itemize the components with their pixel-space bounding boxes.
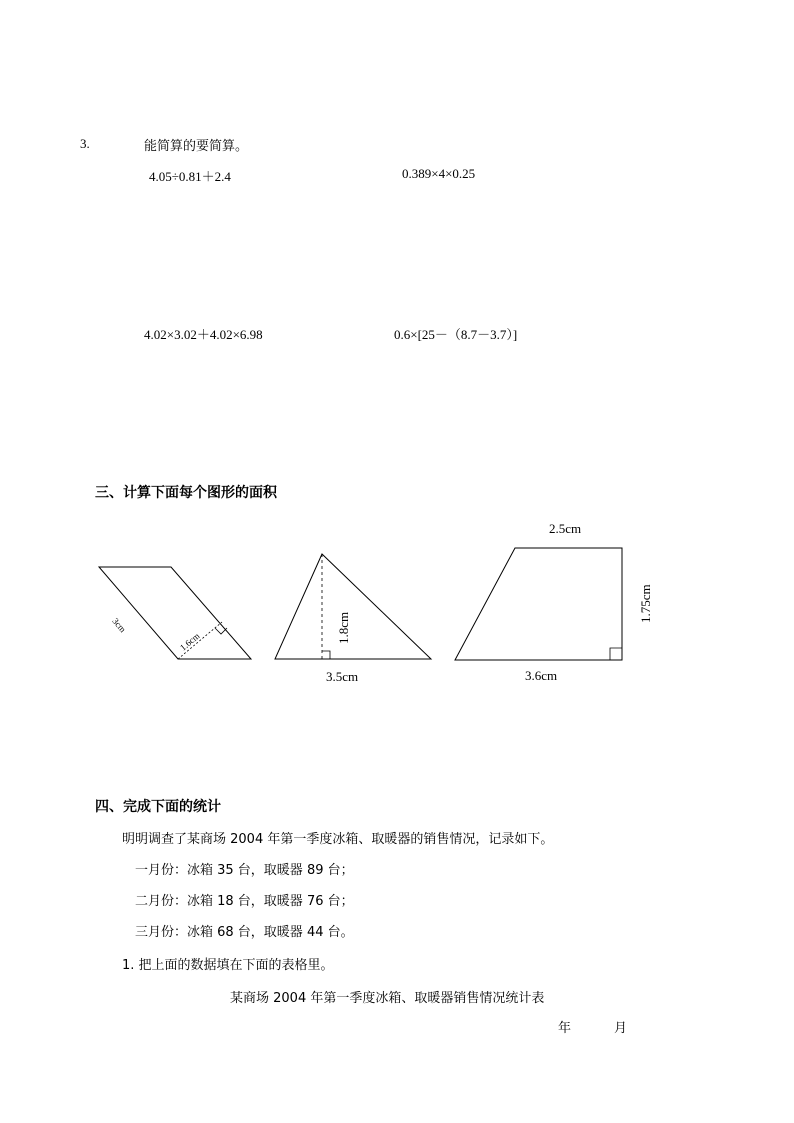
record-february: 二月份：冰箱 18 台，取暖器 76 台； (135, 894, 354, 909)
trapezoid-figure (455, 548, 622, 660)
date-month: 月 (614, 1021, 628, 1036)
triangle-base-label: 3.5cm (326, 669, 359, 684)
record-march: 三月份：冰箱 68 台，取暖器 44 台。 (135, 925, 354, 940)
parallelogram-side-label: 3cm (110, 616, 128, 635)
trapezoid-side-label: 1.75cm (638, 584, 653, 623)
trapezoid-top-label: 2.5cm (549, 521, 582, 536)
date-year: 年 (558, 1021, 572, 1036)
part3-heading: 三、计算下面每个图形的面积 (95, 485, 277, 501)
record-january: 一月份：冰箱 35 台，取暖器 89 台； (135, 863, 354, 878)
question-number: 3. (80, 136, 90, 151)
table-title: 某商场 2004 年第一季度冰箱、取暖器销售情况统计表 (230, 991, 545, 1006)
question-instruction: 能简算的要简算。 (144, 139, 249, 154)
triangle-figure (275, 554, 431, 659)
task-1: 1. 把上面的数据填在下面的表格里。 (122, 958, 334, 973)
part4-intro: 明明调查了某商场 2004 年第一季度冰箱、取暖器的销售情况，记录如下。 (122, 832, 554, 847)
parallelogram-height-label: 1.6cm (178, 630, 202, 653)
problem-4: 0.6×[25－（8.7－3.7）] (394, 327, 518, 342)
triangle-height-label: 1.8cm (336, 611, 351, 644)
problem-1: 4.05÷0.81＋2.4 (149, 169, 231, 184)
problem-3: 4.02×3.02＋4.02×6.98 (144, 327, 263, 342)
problem-2: 0.389×4×0.25 (402, 166, 476, 181)
part4-heading: 四、完成下面的统计 (95, 799, 221, 815)
trapezoid-bottom-label: 3.6cm (525, 668, 558, 683)
parallelogram-figure (99, 567, 251, 659)
